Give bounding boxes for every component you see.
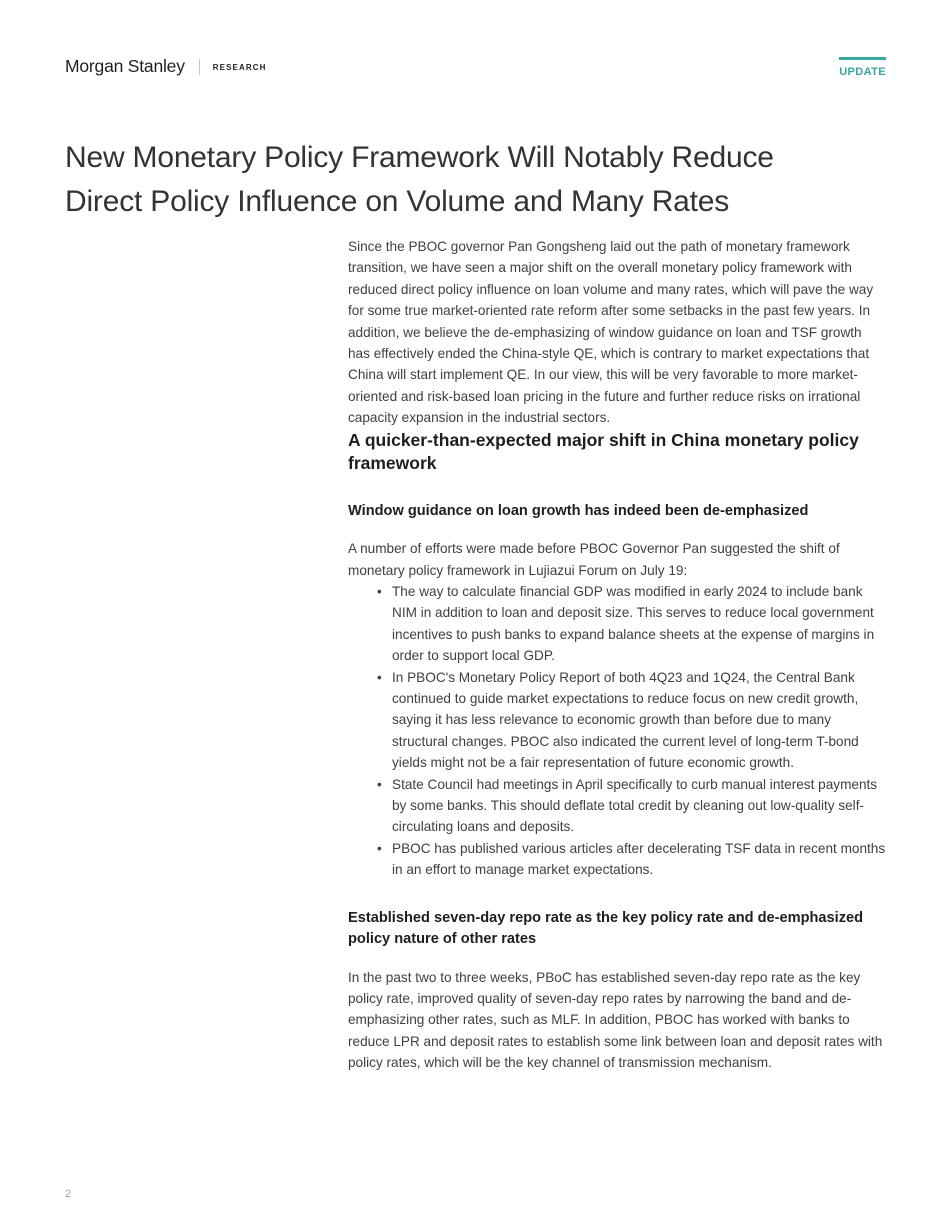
list-item: • The way to calculate financial GDP was modified in early 2024 to include bank NIM in addition to loan and deposit size. This serves to reduce local government incentives to push banks to expand balance sheets at the expense of margins in order to support local GDP. (392, 581, 886, 667)
morgan-stanley-logo: Morgan Stanley (65, 56, 185, 76)
article-body (348, 236, 886, 1074)
efforts-list (348, 581, 886, 881)
list-item: • State Council had meetings in April specifically to curb manual interest payments by some banks. This should deflate total credit by cleaning out low-quality self-circulating loans and deposits. (392, 774, 886, 838)
brand-lockup (65, 56, 266, 77)
update-badge-label: UPDATE (839, 66, 886, 78)
subsection-heading-repo-rate: Established seven-day repo rate as the key policy rate and de-emphasized policy nature of other rates (348, 909, 864, 948)
closing-paragraph: In the past two to three weeks, PBoC has established seven-day repo rate as the key policy rate, improved quality of seven-day repo rates by narrowing the band and de-emphasizing other rates, such as MLF. In addition, PBOC has worked with banks to reduce LPR and deposit rates to establish some link between loan and deposit rates with policy rates, which will be the key channel of transmission mechanism. (348, 969, 883, 1071)
research-division-label: RESEARCH (212, 63, 267, 72)
page-footer (65, 1184, 71, 1202)
report-title: New Monetary Policy Framework Will Notably Reduce Direct Policy Influence on Volume and Many Rates (65, 141, 774, 218)
page-header (65, 56, 886, 80)
page-number: 2 (65, 1188, 72, 1200)
list-item: • In PBOC's Monetary Policy Report of both 4Q23 and 1Q24, the Central Bank continued to guide market expectations to reduce focus on new credit growth, saying it has less relevance to economic growth than before due to many structural changes. PBOC also indicated the current level of long-term T-bond yields might not be a fair representation of future economic growth. (392, 667, 886, 774)
intro-paragraph: Since the PBOC governor Pan Gongsheng laid out the path of monetary framework transition, we have seen a major shift on the overall monetary policy framework with reduced direct policy influence on loan volume and many rates, which will pave the way for some true market-oriented rate reform after some setbacks in the past few years. In addition, we believe the de-emphasizing of window guidance on loan and TSF growth has effectively ended the China-style QE, which is contrary to market expectations that China will start implement QE. In our view, this will be very favorable to more market-oriented and risk-based loan pricing in the future and further reduce risks on irrational capacity expansion in the industrial sectors. (348, 239, 874, 426)
list-item: • PBOC has published various articles after decelerating TSF data in recent months in an effort to manage market expectations. (392, 838, 886, 881)
section-heading: A quicker-than-expected major shift in China monetary policy framework (348, 429, 859, 473)
lead-paragraph: A number of efforts were made before PBOC Governor Pan suggested the shift of monetary policy framework in Lujiazui Forum on July 19: (348, 541, 840, 578)
update-badge (839, 57, 886, 80)
brand-divider (199, 59, 200, 75)
subsection-heading-window-guidance: Window guidance on loan growth has indeed been de-emphasized (348, 502, 809, 519)
